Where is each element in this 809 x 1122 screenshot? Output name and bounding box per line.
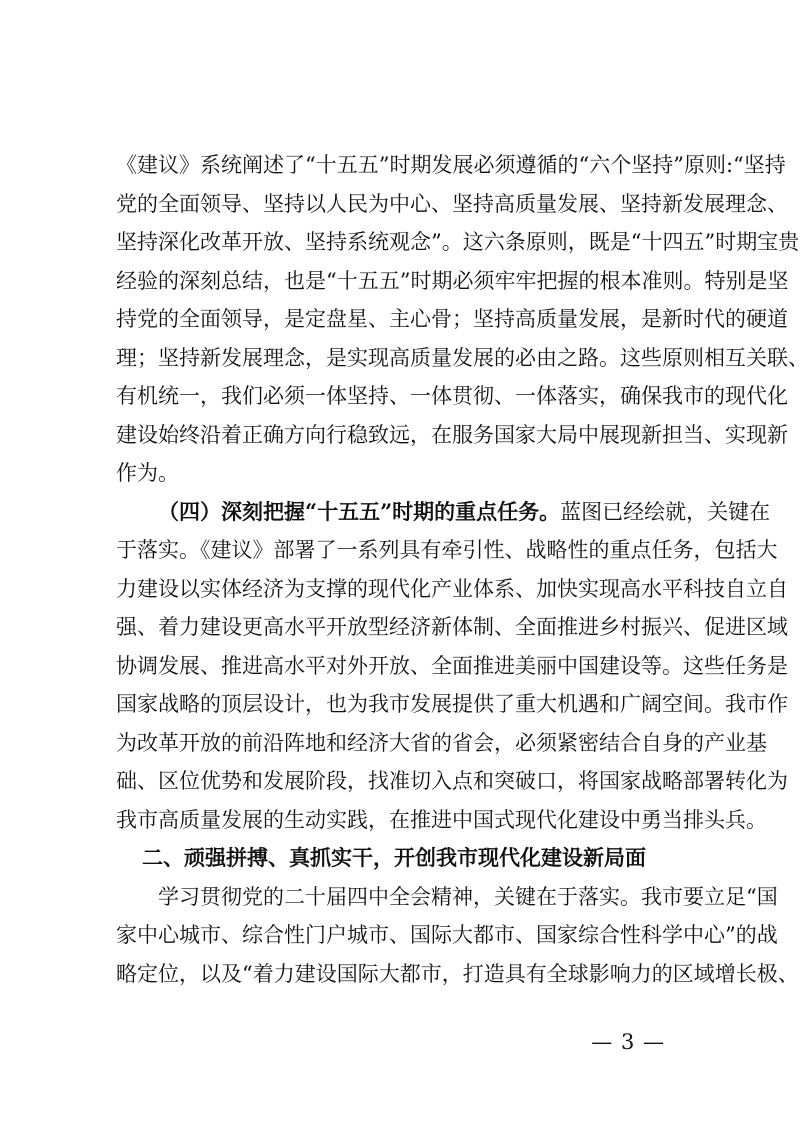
paragraph-line: 有机统一，我们必须一体坚持、一体贯彻、一体落实，确保我市的现代化 bbox=[116, 384, 788, 408]
paragraph-line: 《建议》系统阐述了“十五五”时期发展必须遵循的“六个坚持”原则:“坚持 bbox=[116, 153, 786, 177]
paragraph-text: 蓝图已经绘就，关键在 bbox=[560, 499, 771, 524]
paragraph-line: 我市高质量发展的生动实践，在推进中国式现代化建设中勇当排头兵。 bbox=[116, 807, 767, 832]
subsection-title: （四）深刻把握“十五五”时期的重点任务。 bbox=[158, 498, 561, 524]
page-number: — 3 — bbox=[591, 1030, 665, 1054]
paragraph-line: 建设始终沿着正确方向行稳致远，在服务国家大局中展现新担当、实现新 bbox=[116, 422, 788, 447]
paragraph-line: 坚持深化改革开放、坚持系统观念”。这六条原则，既是“十四五”时期宝贵 bbox=[116, 230, 800, 254]
paragraph-first-line bbox=[116, 493, 771, 532]
paragraph-line: 党的全面领导、坚持以人民为中心、坚持高质量发展、坚持新发展理念、 bbox=[116, 191, 788, 216]
body-text bbox=[116, 146, 809, 993]
paragraph-line: 础、区位优势和发展阶段，找准切入点和突破口，将国家战略部署转化为 bbox=[116, 769, 788, 793]
paragraph-line: 持党的全面领导，是定盘星、主心骨；坚持高质量发展，是新时代的硬道 bbox=[116, 307, 788, 331]
paragraph-line: 协调发展、推进高水平对外开放、全面推进美丽中国建设等。这些任务是 bbox=[116, 653, 788, 678]
paragraph-line: 力建设以实体经济为支撑的现代化产业体系、加快实现高水平科技自立自 bbox=[116, 576, 788, 601]
paragraph-line: 理；坚持新发展理念，是实现高质量发展的必由之路。这些原则相互关联、 bbox=[116, 345, 809, 370]
paragraph-line: 强、着力建设更高水平开放型经济新体制、全面推进乡村振兴、促进区域 bbox=[116, 615, 788, 639]
paragraph-line: 家中心城市、综合性门户城市、国际大都市、国家综合性科学中心”的战 bbox=[116, 923, 778, 947]
paragraph-line: 国家战略的顶层设计，也为我市发展提供了重大机遇和广阔空间。我市作 bbox=[116, 692, 788, 716]
paragraph-line: 经验的深刻总结，也是“十五五”时期必须牢牢把握的根本准则。特别是坚 bbox=[116, 268, 789, 293]
paragraph-line: 略定位，以及“着力建设国际大都市，打造具有全球影响力的区域增长极、 bbox=[116, 961, 799, 986]
section-heading: 二、顽强拼搏、真抓实干，开创我市现代化建设新局面 bbox=[142, 846, 646, 870]
paragraph-first-line: 学习贯彻党的二十届四中全会精神，关键在于落实。我市要立足“国 bbox=[158, 884, 778, 909]
paragraph-line: 作为。 bbox=[116, 461, 179, 485]
paragraph-line: 为改革开放的前沿阵地和经济大省的省会，必须紧密结合自身的产业基 bbox=[116, 730, 767, 755]
paragraph-line: 于落实。《建议》部署了一系列具有牵引性、战略性的重点任务，包括大 bbox=[116, 538, 778, 562]
